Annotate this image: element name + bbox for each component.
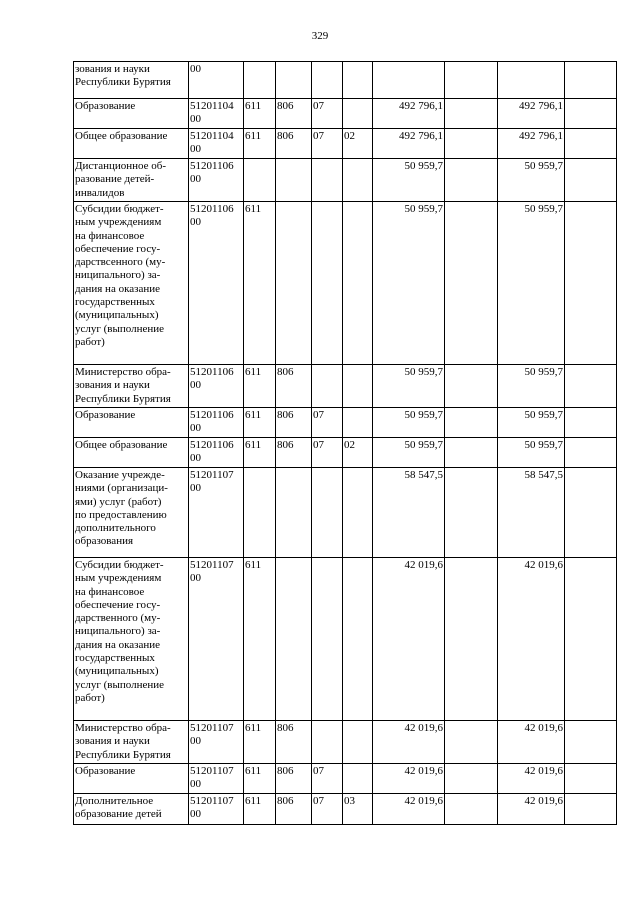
amount-republic: 50 959,7 <box>498 408 565 438</box>
subsection-code <box>343 99 373 129</box>
section-code <box>312 721 343 764</box>
amount-republic: 42 019,6 <box>498 794 565 825</box>
target-code: 00 <box>189 62 244 99</box>
target-code: 51201106 00 <box>189 408 244 438</box>
expense-type-code <box>244 159 276 202</box>
amount-total: 58 547,5 <box>373 468 445 558</box>
target-code: 51201107 00 <box>189 721 244 764</box>
ministry-code: 806 <box>276 438 312 468</box>
amount-total: 42 019,6 <box>373 764 445 794</box>
section-code: 07 <box>312 764 343 794</box>
item-name: Субсидии бюджет- ным учреждениям на финансовое обеспечение госу- дарствсенного (му- ниципального) за- дания на оказание государственных (муниципальных) услуг (выполнение работ) <box>74 202 189 365</box>
ministry-code <box>276 62 312 99</box>
amount-total: 50 959,7 <box>373 202 445 365</box>
amount-republic: 50 959,7 <box>498 202 565 365</box>
amount-extra <box>565 62 617 99</box>
ministry-code: 806 <box>276 764 312 794</box>
amount-extra <box>565 764 617 794</box>
amount-republic: 50 959,7 <box>498 159 565 202</box>
amount-extra <box>565 159 617 202</box>
amount-federal <box>445 202 498 365</box>
subsection-code <box>343 202 373 365</box>
amount-total: 42 019,6 <box>373 794 445 825</box>
expense-type-code: 611 <box>244 99 276 129</box>
amount-federal <box>445 62 498 99</box>
expense-type-code <box>244 468 276 558</box>
ministry-code <box>276 468 312 558</box>
amount-extra <box>565 794 617 825</box>
amount-federal <box>445 365 498 408</box>
target-code: 51201106 00 <box>189 438 244 468</box>
amount-extra <box>565 408 617 438</box>
amount-federal <box>445 764 498 794</box>
target-code: 51201104 00 <box>189 129 244 159</box>
amount-republic: 492 796,1 <box>498 99 565 129</box>
table-row <box>74 365 617 408</box>
subsection-code <box>343 408 373 438</box>
amount-federal <box>445 159 498 202</box>
amount-republic: 50 959,7 <box>498 438 565 468</box>
amount-total: 42 019,6 <box>373 721 445 764</box>
item-name: Министерство обра- зования и науки Республики Бурятия <box>74 365 189 408</box>
amount-extra <box>565 365 617 408</box>
amount-republic: 492 796,1 <box>498 129 565 159</box>
amount-total: 492 796,1 <box>373 99 445 129</box>
item-name: Дополнительное образование детей <box>74 794 189 825</box>
table-row <box>74 468 617 558</box>
page-number: 329 <box>311 30 329 42</box>
table-row <box>74 159 617 202</box>
ministry-code: 806 <box>276 794 312 825</box>
subsection-code <box>343 764 373 794</box>
amount-extra <box>565 129 617 159</box>
amount-total: 50 959,7 <box>373 408 445 438</box>
item-name: Образование <box>74 408 189 438</box>
ministry-code: 806 <box>276 365 312 408</box>
expense-type-code: 611 <box>244 129 276 159</box>
amount-extra <box>565 202 617 365</box>
ministry-code: 806 <box>276 408 312 438</box>
target-code: 51201106 00 <box>189 202 244 365</box>
amount-republic: 42 019,6 <box>498 558 565 721</box>
section-code: 07 <box>312 99 343 129</box>
expense-type-code: 611 <box>244 202 276 365</box>
item-name: Общее образование <box>74 129 189 159</box>
subsection-code <box>343 62 373 99</box>
item-name: Образование <box>74 99 189 129</box>
amount-federal <box>445 558 498 721</box>
amount-republic: 42 019,6 <box>498 721 565 764</box>
table-row <box>74 62 617 99</box>
target-code: 51201104 00 <box>189 99 244 129</box>
section-code <box>312 62 343 99</box>
ministry-code: 806 <box>276 129 312 159</box>
amount-total: 50 959,7 <box>373 365 445 408</box>
amount-federal <box>445 468 498 558</box>
section-code <box>312 159 343 202</box>
item-name: зования и науки Республики Бурятия <box>74 62 189 99</box>
section-code: 07 <box>312 438 343 468</box>
item-name: Общее образование <box>74 438 189 468</box>
amount-total: 50 959,7 <box>373 438 445 468</box>
table-row <box>74 721 617 764</box>
target-code: 51201107 00 <box>189 558 244 721</box>
item-name: Образование <box>74 764 189 794</box>
expense-type-code: 611 <box>244 721 276 764</box>
amount-total: 42 019,6 <box>373 558 445 721</box>
subsection-code: 02 <box>343 438 373 468</box>
table-row <box>74 764 617 794</box>
subsection-code <box>343 468 373 558</box>
table-row <box>74 202 617 365</box>
amount-extra <box>565 558 617 721</box>
section-code <box>312 202 343 365</box>
ministry-code: 806 <box>276 99 312 129</box>
expense-type-code: 611 <box>244 438 276 468</box>
target-code: 51201106 00 <box>189 159 244 202</box>
amount-republic <box>498 62 565 99</box>
target-code: 51201107 00 <box>189 764 244 794</box>
ministry-code <box>276 159 312 202</box>
item-name: Субсидии бюджет- ным учреждениям на финансовое обеспечение госу- дарственного (му- ниципального) за- дания на оказание государственных (муниципальных) услуг (выполнение работ) <box>74 558 189 721</box>
expense-type-code: 611 <box>244 764 276 794</box>
ministry-code: 806 <box>276 721 312 764</box>
table-row <box>74 794 617 825</box>
amount-federal <box>445 438 498 468</box>
table-row <box>74 99 617 129</box>
section-code: 07 <box>312 408 343 438</box>
amount-extra <box>565 99 617 129</box>
table-row <box>74 438 617 468</box>
target-code: 51201107 00 <box>189 468 244 558</box>
amount-federal <box>445 99 498 129</box>
target-code: 51201107 00 <box>189 794 244 825</box>
budget-table <box>73 61 617 825</box>
subsection-code <box>343 558 373 721</box>
amount-federal <box>445 408 498 438</box>
item-name: Оказание учрежде- ниями (организаци- ями) услуг (работ) по предоставлению дополнительного образования <box>74 468 189 558</box>
target-code: 51201106 00 <box>189 365 244 408</box>
expense-type-code: 611 <box>244 365 276 408</box>
amount-extra <box>565 438 617 468</box>
subsection-code: 03 <box>343 794 373 825</box>
table-row <box>74 558 617 721</box>
ministry-code <box>276 202 312 365</box>
expense-type-code: 611 <box>244 558 276 721</box>
table-row <box>74 408 617 438</box>
table-body <box>74 62 617 825</box>
section-code: 07 <box>312 794 343 825</box>
section-code <box>312 468 343 558</box>
subsection-code <box>343 721 373 764</box>
expense-type-code: 611 <box>244 794 276 825</box>
section-code <box>312 558 343 721</box>
amount-republic: 42 019,6 <box>498 764 565 794</box>
amount-total: 50 959,7 <box>373 159 445 202</box>
subsection-code <box>343 365 373 408</box>
subsection-code: 02 <box>343 129 373 159</box>
table-row <box>74 129 617 159</box>
amount-total: 492 796,1 <box>373 129 445 159</box>
expense-type-code <box>244 62 276 99</box>
amount-total <box>373 62 445 99</box>
item-name: Дистанционное об- разование детей- инвалидов <box>74 159 189 202</box>
amount-federal <box>445 129 498 159</box>
amount-republic: 58 547,5 <box>498 468 565 558</box>
section-code <box>312 365 343 408</box>
amount-extra <box>565 468 617 558</box>
expense-type-code: 611 <box>244 408 276 438</box>
ministry-code <box>276 558 312 721</box>
section-code: 07 <box>312 129 343 159</box>
amount-federal <box>445 721 498 764</box>
item-name: Министерство обра- зования и науки Республики Бурятия <box>74 721 189 764</box>
subsection-code <box>343 159 373 202</box>
amount-federal <box>445 794 498 825</box>
amount-extra <box>565 721 617 764</box>
amount-republic: 50 959,7 <box>498 365 565 408</box>
